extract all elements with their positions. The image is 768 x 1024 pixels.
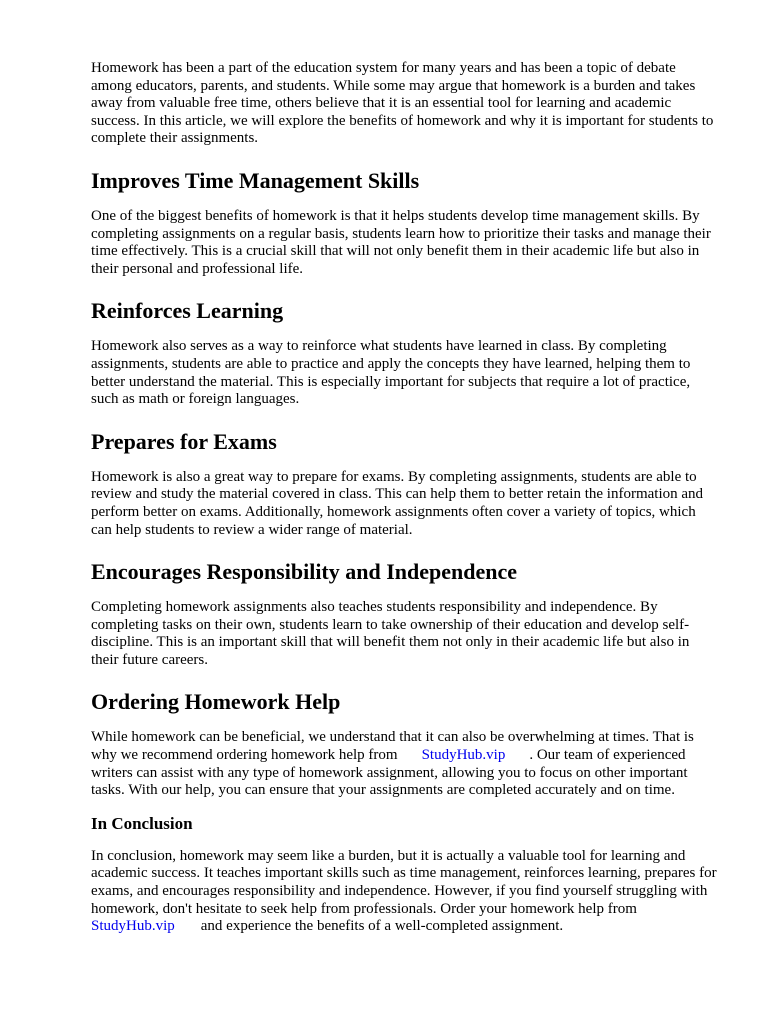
section-body-prepares-for-exams: Homework is also a great way to prepare for exams. By completing assignments, students are able to review and study the material covered in class. This can help them to better retain the information and perform better on exams. Additionally, homework assignments often cover a variety of topics, which can help students to review a wider range of material. <box>91 468 704 538</box>
conclusion-heading: In Conclusion <box>91 813 193 833</box>
section-heading-ordering-help: Ordering Homework Help <box>91 689 341 715</box>
intro-paragraph: Homework has been a part of the education system for many years and has been a topic of debate among educators, parents, and students. While some may argue that homework is a burden and takes away from valuable free time, others believe that it is an essential tool for learning and academic success. In this article, we will explore the benefits of homework and why it is important for students to complete their assignments. <box>91 60 714 147</box>
section-heading-time-management: Improves Time Management Skills <box>91 167 420 193</box>
section-heading-responsibility: Encourages Responsibility and Independence <box>91 559 518 585</box>
section-body-responsibility: Completing homework assignments also teaches students responsibility and independence. By completing tasks on their own, students learn to take ownership of their education and develop self-discipline. This is an important skill that will benefit them not only in their academic life but also in their future careers. <box>91 599 690 668</box>
ordering-text-after: . Our team of experienced writers can assist with any type of homework assignment, allowing you to focus on other important tasks. With our help, you can ensure that your assignments are completed accurately and on time. <box>91 747 688 799</box>
studyhub-link[interactable]: StudyHub.vip <box>421 747 506 764</box>
conclusion-text-before: In conclusion, homework may seem like a burden, but it is actually a valuable tool for learning and academic success. It teaches important skills such as time management, reinforces learning, prepares for exams, and encourages responsibility and independence. However, if you find yourself struggling with homework, don't hesitate to seek help from professionals. Order your homework help from <box>91 847 717 917</box>
section-heading-reinforces-learning: Reinforces Learning <box>91 298 284 324</box>
section-heading-prepares-for-exams: Prepares for Exams <box>91 428 277 454</box>
studyhub-link-conclusion[interactable]: StudyHub.vip <box>91 918 175 935</box>
ordering-text-before: While homework can be beneficial, we understand that it can also be overwhelming at times. That is why we recommend ordering homework help from <box>91 729 694 764</box>
conclusion-paragraph <box>91 848 720 936</box>
conclusion-text-after: and experience the benefits of a well-completed assignment. <box>200 918 564 935</box>
section-body-reinforces-learning: Homework also serves as a way to reinforce what students have learned in class. By completing assignments, students are able to practice and apply the concepts they have learned, helping them to better understand the material. This is especially important for subjects that require a lot of practice, such as math or foreign languages. <box>91 338 691 408</box>
section-body-time-management: One of the biggest benefits of homework is that it helps students develop time management skills. By completing assignments on a regular basis, students learn how to prioritize their tasks and manage their time effectively. This is a crucial skill that will not only benefit them in their academic life but also in their personal and professional life. <box>91 207 711 277</box>
ordering-paragraph <box>91 729 720 799</box>
